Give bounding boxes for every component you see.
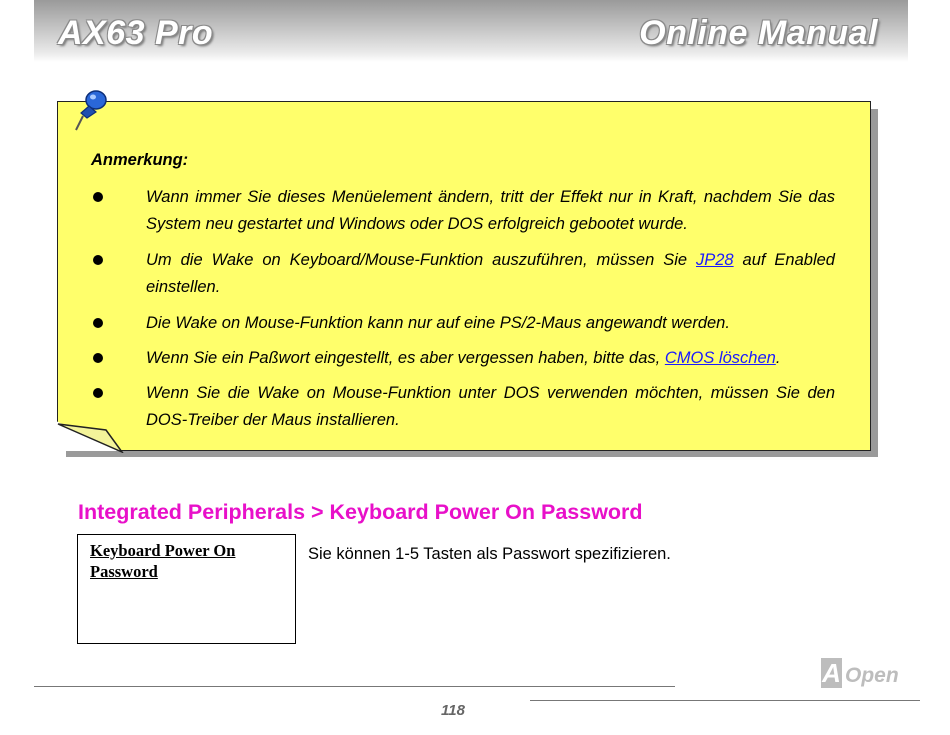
footer-divider	[34, 686, 675, 687]
page-number: 118	[441, 702, 465, 719]
note-item-text: Wann immer Sie dieses Menüelement ändern, tritt der Effekt nur in Kraft, nachdem Sie das System neu gestartet und Windows oder DOS erfolgreich gebootet wurde.	[146, 188, 835, 233]
note-item-text: .	[775, 349, 781, 367]
aopen-logo-mark: A	[822, 658, 841, 688]
note-item	[146, 380, 835, 434]
note-item-text: auf Enabled einstellen.	[146, 251, 835, 296]
bullet-icon	[93, 255, 103, 265]
bullet-icon	[93, 318, 103, 328]
section-title: Integrated Peripherals > Keyboard Power On Password	[78, 500, 643, 524]
note-item	[146, 310, 835, 337]
note-item-text: Um die Wake on Keyboard/Mouse-Funktion auszuführen, müssen Sie	[146, 251, 696, 269]
note-item	[146, 345, 835, 372]
note-item	[146, 247, 835, 301]
term-label: Keyboard Power On Password	[90, 541, 236, 581]
note-heading: Anmerkung:	[91, 151, 189, 169]
footer-divider	[530, 700, 920, 701]
term-description: Sie können 1-5 Tasten als Passwort spezifizieren.	[308, 545, 671, 563]
note-item-text: Wenn Sie ein Paßwort eingestellt, es aber vergessen haben, bitte das,	[146, 349, 665, 367]
bullet-icon	[93, 192, 103, 202]
bullet-icon	[93, 353, 103, 363]
pushpin-icon	[72, 88, 112, 134]
clear-cmos-link[interactable]: CMOS löschen	[664, 349, 776, 367]
note-item	[146, 184, 835, 238]
note-item-text: Wenn Sie die Wake on Mouse-Funktion unter DOS verwenden möchten, müssen Sie den DOS-Treiber der Maus installieren.	[146, 384, 835, 429]
bullet-icon	[93, 388, 103, 398]
jp28-link[interactable]: JP28	[696, 251, 734, 269]
note-page-curl	[56, 421, 126, 453]
note-item-text: Die Wake on Mouse-Funktion kann nur auf eine PS/2-Maus angewandt werden.	[146, 314, 730, 332]
product-title: AX63 Pro	[58, 14, 214, 52]
aopen-logo-text: Open	[845, 664, 899, 687]
manual-title: Online Manual	[639, 14, 878, 52]
